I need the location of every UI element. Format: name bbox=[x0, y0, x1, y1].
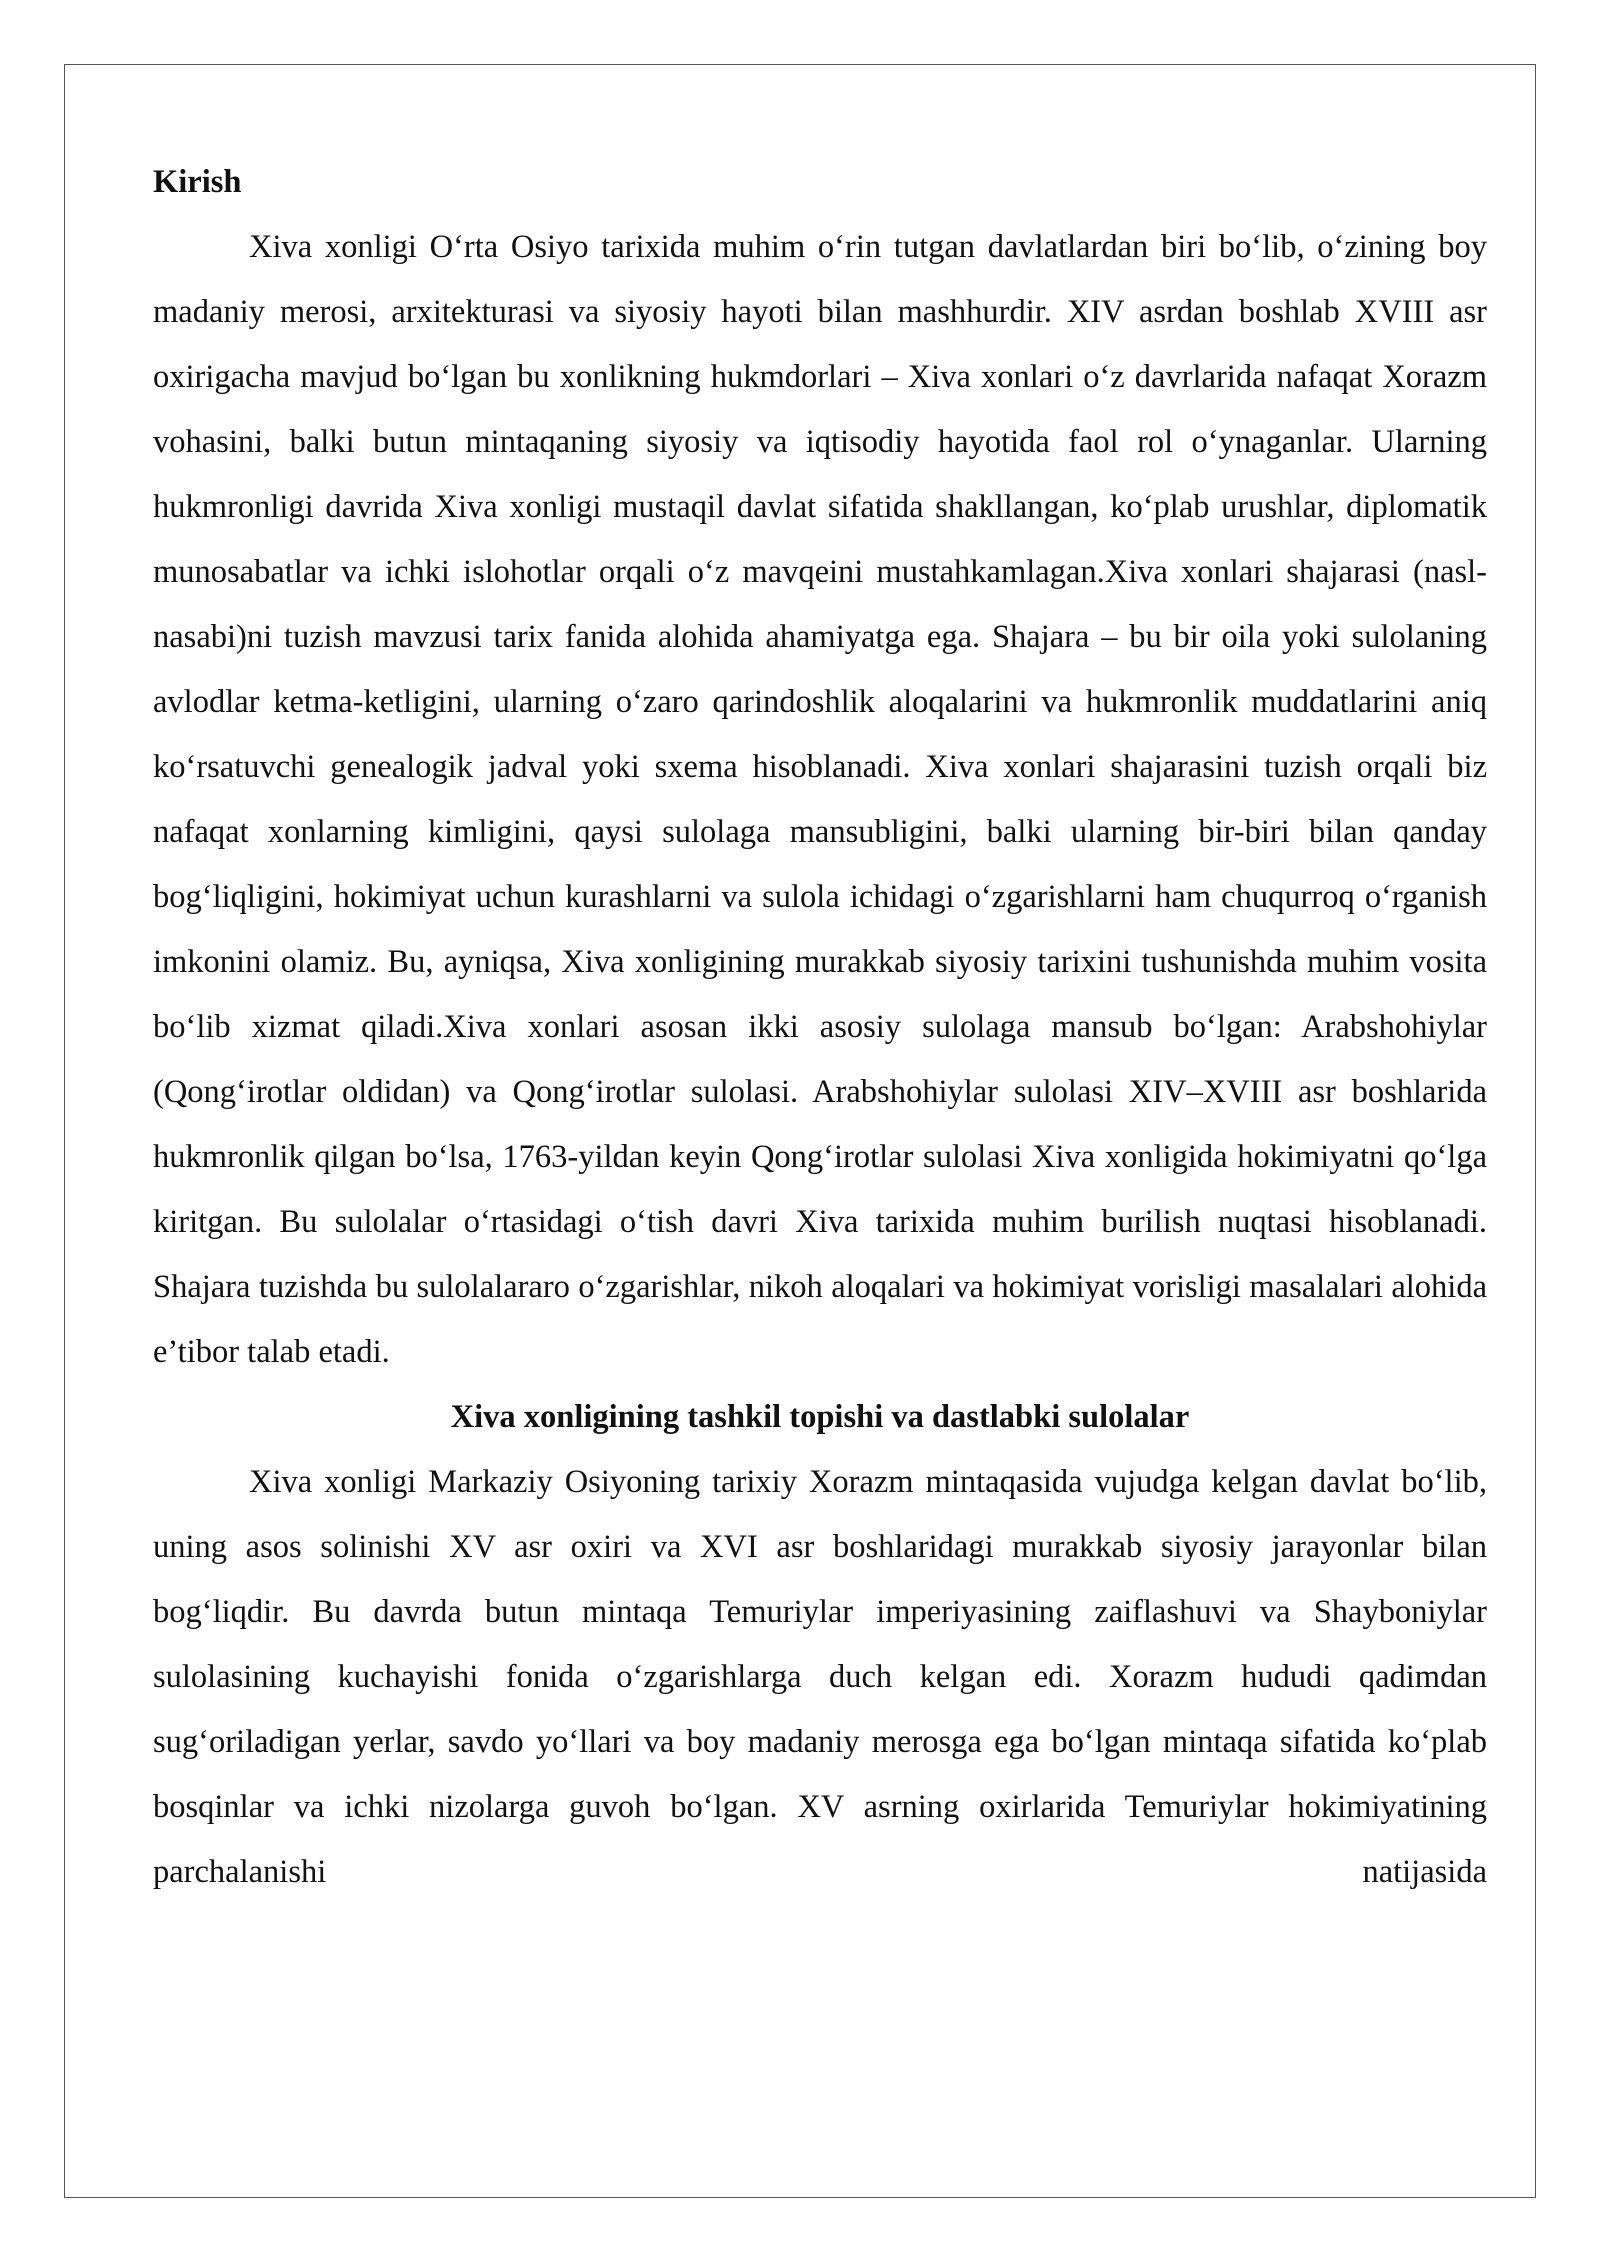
section-paragraph: Xiva xonligi Markaziy Osiyoning tarixiy Xorazm mintaqasida vujudga kelgan davlat bo‘lib, uning asos solinishi XV asr oxiri va XVI asr boshlaridagi murakkab siyosiy jarayonlar bilan bog‘liqdir. Bu davrda butun mintaqa Temuriylar imperiyasining zaiflashuvi va Shayboniylar sulolasining kuchayishi fonida o‘zgarishlarga duch kelgan edi. Xorazm hududi qadimdan sug‘oriladigan yerlar, savdo yo‘llari va boy madaniy merosga ega bo‘lgan mintaqa sifatida ko‘plab bosqinlar va ichki nizolarga guvoh bo‘lgan. XV asrning oxirlarida Temuriylar hokimiyatining parchalanishi natijasida bbox=[153, 1464, 1487, 1890]
section-heading: Xiva xonligining tashkil topishi va dastlabki sulolalar bbox=[450, 1399, 1190, 1435]
intro-paragraph: Xiva xonligi O‘rta Osiyo tarixida muhim o‘rin tutgan davlatlardan biri bo‘lib, o‘zining boy madaniy merosi, arxitekturasi va siyosiy hayoti bilan mashhurdir. XIV asrdan boshlab XVIII asr oxirigacha mavjud bo‘lgan bu xonlikning hukmdorlari – Xiva xonlari o‘z davrlarida nafaqat Xorazm vohasini, balki butun mintaqaning siyosiy va iqtisodiy hayotida faol rol o‘ynaganlar. Ularning hukmronligi davrida Xiva xonligi mustaqil davlat sifatida shakllangan, ko‘plab urushlar, diplomatik munosabatlar va ichki islohotlar orqali o‘z mavqeini mustahkamlagan.Xiva xonlari shajarasi (nasl-nasabi)ni tuzish mavzusi tarix fanida alohida ahamiyatga ega. Shajara – bu bir oila yoki sulolaning avlodlar ketma-ketligini, ularning o‘zaro qarindoshlik aloqalarini va hukmronlik muddatlarini aniq ko‘rsatuvchi genealogik jadval yoki sxema hisoblanadi. Xiva xonlari shajarasini tuzish orqali biz nafaqat xonlarning kimligini, qaysi sulolaga mansubligini, balki ularning bir-biri bilan qanday bog‘liqligini, hokimiyat uchun kurashlarni va sulola ichidagi o‘zgarishlarni ham chuqurroq o‘rganish imkonini olamiz. Bu, ayniqsa, Xiva xonligining murakkab siyosiy tarixini tushunishda muhim vosita bo‘lib xizmat qiladi.Xiva xonlari asosan ikki asosiy sulolaga mansub bo‘lgan: Arabshohiylar (Qong‘irotlar oldidan) va Qong‘irotlar sulolasi. Arabshohiylar sulolasi XIV–XVIII asr boshlarida hukmronlik qilgan bo‘lsa, 1763-yildan keyin Qong‘irotlar sulolasi Xiva xonligida hokimiyatni qo‘lga kiritgan. Bu sulolalar o‘rtasidagi o‘tish davri Xiva tarixida muhim burilish nuqtasi hisoblanadi. Shajara tuzishda bu sulolalararo o‘zgarishlar, nikoh aloqalari va hokimiyat vorisligi masalalari alohida e’tibor talab etadi. bbox=[153, 229, 1487, 1370]
document-body bbox=[153, 150, 1487, 1905]
intro-heading: Kirish bbox=[153, 164, 242, 200]
